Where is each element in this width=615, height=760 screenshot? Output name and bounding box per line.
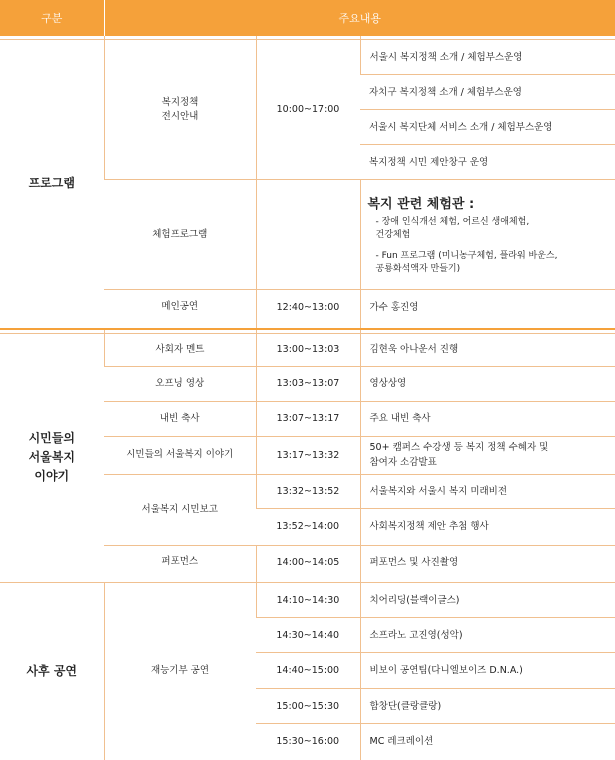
sub-talent: 재능기부 공연: [104, 583, 256, 760]
time-cell: 14:40~15:00: [256, 653, 360, 689]
sub-report: 서울복지 시민보고: [104, 474, 256, 545]
experience-title: 복지 관련 체험관 :: [368, 194, 615, 216]
experience-line: - Fun 프로그램 (미니농구체험, 플라워 바운스, 공룡화석액자 만들기): [370, 250, 615, 276]
sub-main-performance: 메인공연: [104, 290, 256, 325]
group-after: 사후 공연: [0, 583, 104, 760]
content-cell: 영상상영: [360, 366, 615, 401]
time-cell: 13:07~13:17: [256, 401, 360, 436]
sub-label: 시민들의 서울복지 이야기: [104, 436, 256, 474]
time-cell: 15:30~16:00: [256, 724, 360, 760]
content-cell: 치어리딩(블랙이글스): [360, 583, 615, 618]
content-cell: 서울복지와 서울시 복지 미래비전: [360, 474, 615, 508]
time-main-performance: 12:40~13:00: [256, 290, 360, 325]
time-cell: 14:10~14:30: [256, 583, 360, 618]
content-cell: 50+ 캠퍼스 수강생 등 복지 정책 수혜자 및 참여자 소감발표: [360, 436, 615, 474]
time-cell: 13:32~13:52: [256, 474, 360, 508]
content-cell: 사회복지정책 제안 추첨 행사: [360, 508, 615, 545]
time-exhibition: 10:00~17:00: [256, 40, 360, 180]
sub-exhibition: 복지정책 전시안내: [104, 40, 256, 180]
time-cell: 13:17~13:32: [256, 436, 360, 474]
experience-line: - 장애 인식개선 체험, 어르신 생애체험, 건강체험: [370, 216, 615, 242]
content-cell: 가수 홍진영: [360, 290, 615, 325]
time-cell: 14:30~14:40: [256, 618, 360, 653]
header-content: 주요내용: [104, 0, 615, 36]
content-cell: 퍼포먼스 및 사진촬영: [360, 545, 615, 579]
sub-label: 사회자 멘트: [104, 333, 256, 366]
header-category: 구분: [0, 0, 104, 36]
content-cell: 서울시 복지단체 서비스 소개 / 체험부스운영: [360, 110, 615, 145]
table-header-row: [0, 0, 615, 36]
sub-performance: 퍼포먼스: [104, 545, 256, 579]
content-cell: 합창단(클랑클랑): [360, 689, 615, 724]
sub-label: 오프닝 영상: [104, 366, 256, 401]
content-cell: 비보이 공연팀(다니엘보이즈 D.N.A.): [360, 653, 615, 689]
content-experience: [360, 180, 615, 290]
content-cell: MC 레크레이션: [360, 724, 615, 760]
content-cell: 복지정책 시민 제안창구 운영: [360, 145, 615, 180]
time-cell: 14:00~14:05: [256, 545, 360, 579]
group-story: 시민들의 서울복지 이야기: [0, 333, 104, 583]
content-cell: 자치구 복지정책 소개 / 체험부스운영: [360, 75, 615, 110]
sub-experience: 체험프로그램: [104, 180, 256, 290]
content-cell: 소프라노 고진영(성악): [360, 618, 615, 653]
sub-label: 내빈 축사: [104, 401, 256, 436]
time-cell: 13:00~13:03: [256, 333, 360, 366]
content-cell: 주요 내빈 축사: [360, 401, 615, 436]
content-cell: 김현욱 아나운서 진행: [360, 333, 615, 366]
content-cell: 서울시 복지정책 소개 / 체험부스운영: [360, 40, 615, 75]
time-cell: 13:52~14:00: [256, 508, 360, 545]
group-program: 프로그램: [0, 40, 104, 329]
time-cell: 13:03~13:07: [256, 366, 360, 401]
time-cell: 15:00~15:30: [256, 689, 360, 724]
